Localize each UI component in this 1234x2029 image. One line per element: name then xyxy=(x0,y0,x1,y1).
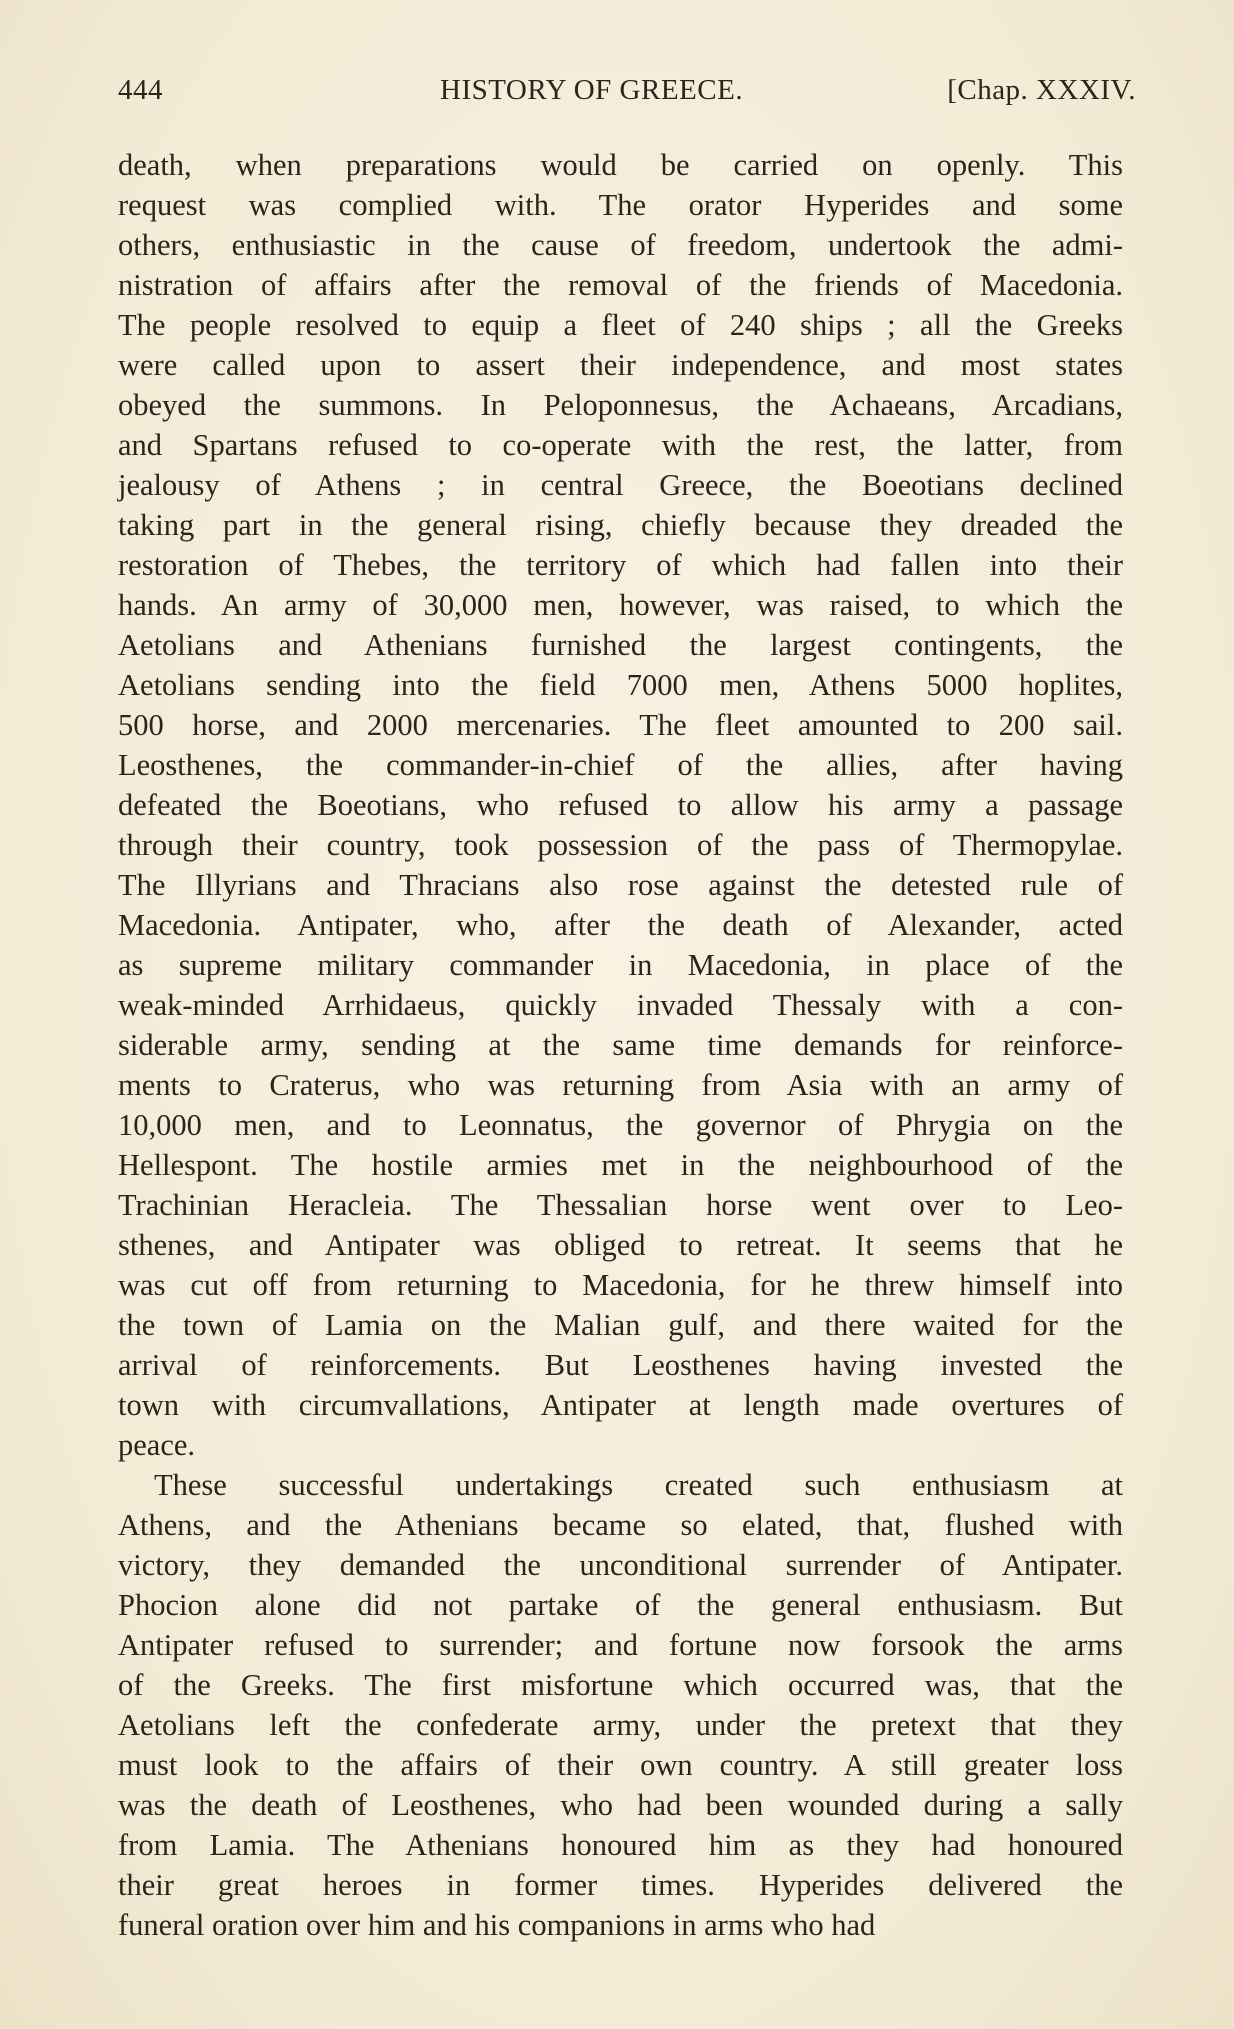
text-line: must look to the affairs of their own country. A still greater loss xyxy=(118,1748,1123,1782)
text-line: were called upon to assert their independence, and most states xyxy=(118,348,1123,382)
text-line: of the Greeks. The first misfortune which occurred was, that the xyxy=(118,1668,1123,1702)
text-line: nistration of affairs after the removal of the friends of Macedonia. xyxy=(118,268,1123,302)
text-line: Aetolians left the confederate army, under the pretext that they xyxy=(118,1708,1123,1742)
text-line: taking part in the general rising, chiefly because they dreaded the xyxy=(118,508,1123,542)
text-line: Phocion alone did not partake of the general enthusiasm. But xyxy=(118,1588,1123,1622)
text-line: Leosthenes, the commander-in-chief of the allies, after having xyxy=(118,748,1123,782)
text-line: restoration of Thebes, the territory of which had fallen into their xyxy=(118,548,1123,582)
text-line: others, enthusiastic in the cause of freedom, undertook the admi- xyxy=(118,228,1123,262)
text-line: was the death of Leosthenes, who had been wounded during a sally xyxy=(118,1788,1123,1822)
text-line: town with circumvallations, Antipater at length made overtures of xyxy=(118,1388,1123,1422)
text-line: Aetolians sending into the field 7000 men, Athens 5000 hoplites, xyxy=(118,668,1123,702)
text-line: and Spartans refused to co-operate with the rest, the latter, from xyxy=(118,428,1123,462)
text-line: Trachinian Heracleia. The Thessalian horse went over to Leo- xyxy=(118,1188,1123,1222)
text-line: weak-minded Arrhidaeus, quickly invaded Thessaly with a con- xyxy=(118,988,1123,1022)
text-line: jealousy of Athens ; in central Greece, the Boeotians declined xyxy=(118,468,1123,502)
text-line: Athens, and the Athenians became so elated, that, flushed with xyxy=(118,1508,1123,1542)
text-line: as supreme military commander in Macedonia, in place of the xyxy=(118,948,1123,982)
text-line: obeyed the summons. In Peloponnesus, the Achaeans, Arcadians, xyxy=(118,388,1123,422)
text-line: 500 horse, and 2000 mercenaries. The fleet amounted to 200 sail. xyxy=(118,708,1123,742)
page-number: 444 xyxy=(118,74,163,106)
text-line: hands. An army of 30,000 men, however, was raised, to which the xyxy=(118,588,1123,622)
text-line: The people resolved to equip a fleet of 240 ships ; all the Greeks xyxy=(118,308,1123,342)
text-line: ments to Craterus, who was returning from Asia with an army of xyxy=(118,1068,1123,1102)
text-line: their great heroes in former times. Hyperides delivered the xyxy=(118,1868,1123,1902)
paragraph xyxy=(118,145,1123,1465)
running-header xyxy=(118,74,1136,118)
text-line: the town of Lamia on the Malian gulf, and there waited for the xyxy=(118,1308,1123,1342)
text-line: The Illyrians and Thracians also rose against the detested rule of xyxy=(118,868,1123,902)
text-line: sthenes, and Antipater was obliged to retreat. It seems that he xyxy=(118,1228,1123,1262)
text-line: was cut off from returning to Macedonia, for he threw himself into xyxy=(118,1268,1123,1302)
text-line: arrival of reinforcements. But Leosthenes having invested the xyxy=(118,1348,1123,1382)
text-line: siderable army, sending at the same time demands for reinforce- xyxy=(118,1028,1123,1062)
body-text xyxy=(118,145,1123,1945)
text-line: defeated the Boeotians, who refused to allow his army a passage xyxy=(118,788,1123,822)
text-line: Hellespont. The hostile armies met in the neighbourhood of the xyxy=(118,1148,1123,1182)
text-line: death, when preparations would be carried on openly. This xyxy=(118,148,1123,182)
text-line: through their country, took possession of the pass of Thermopylae. xyxy=(118,828,1123,862)
running-title: HISTORY OF GREECE. xyxy=(440,74,744,106)
text-line: victory, they demanded the unconditional surrender of Antipater. xyxy=(118,1548,1123,1582)
text-line: request was complied with. The orator Hyperides and some xyxy=(118,188,1123,222)
text-line: peace. xyxy=(118,1428,196,1462)
chapter-reference: [Chap. XXXIV. xyxy=(947,74,1136,106)
text-line: Aetolians and Athenians furnished the largest contingents, the xyxy=(118,628,1123,662)
text-line: Macedonia. Antipater, who, after the death of Alexander, acted xyxy=(118,908,1123,942)
text-line: 10,000 men, and to Leonnatus, the governor of Phrygia on the xyxy=(118,1108,1123,1142)
text-line: These successful undertakings created such enthusiasm at xyxy=(154,1468,1123,1502)
text-line: Antipater refused to surrender; and fortune now forsook the arms xyxy=(118,1628,1123,1662)
text-line: from Lamia. The Athenians honoured him as they had honoured xyxy=(118,1828,1123,1862)
text-line: funeral oration over him and his companions in arms who had xyxy=(118,1908,876,1942)
paragraph xyxy=(118,1465,1123,1945)
